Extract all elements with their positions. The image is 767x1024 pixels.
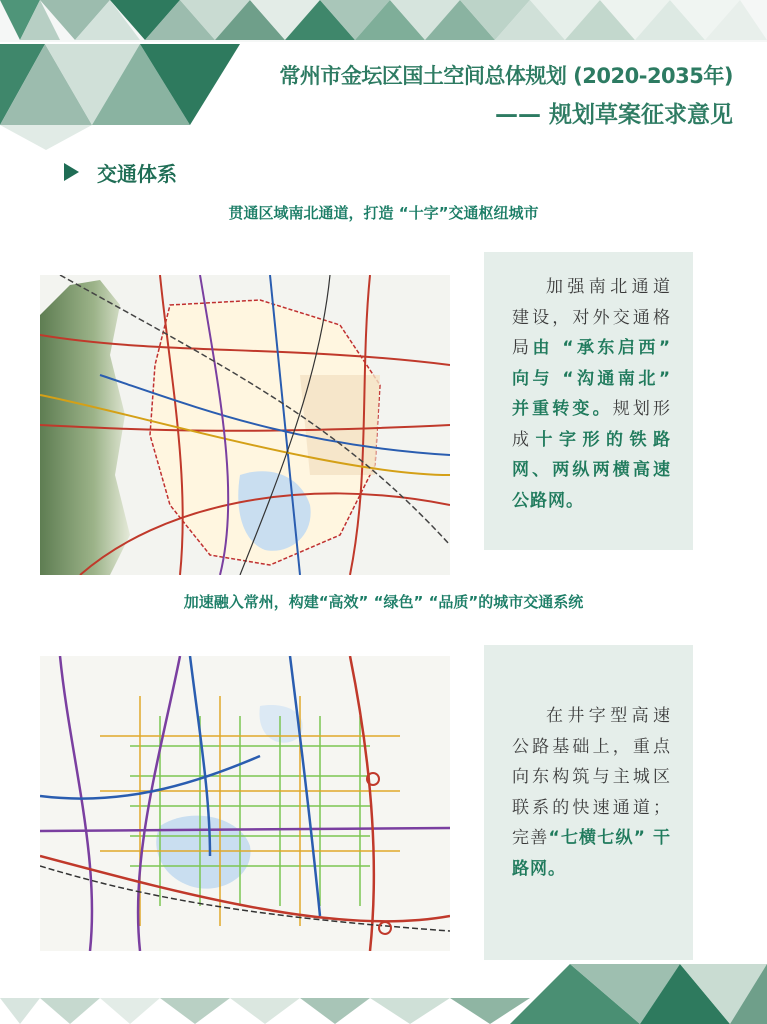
block1-text-part4: 十字形的铁路网、两纵两横高速公路网。 xyxy=(512,429,671,511)
regional-transport-map xyxy=(40,275,450,575)
block2-text-card xyxy=(484,645,693,960)
block2-subtitle: 加速融入常州，构建“高效” “绿色” “品质”的城市交通系统 xyxy=(183,593,584,611)
urban-road-network-map xyxy=(40,656,450,951)
block1-text-part3: 规划形成 xyxy=(512,399,672,450)
block1-text-part1: 加强南北通道建设，对外交通格局 xyxy=(512,277,671,358)
block1-subtitle: 贯通区域南北通道，打造 “十字”交通枢纽城市 xyxy=(228,204,539,222)
document-title: 常州市金坛区国土空间总体规划 (2020-2035年) xyxy=(279,64,733,88)
footer-triangle-decoration xyxy=(0,964,767,1024)
block1-text-part2: 由 “承东启西” 向与 “沟通南北” 并重转变。 xyxy=(512,338,672,419)
block2-text-part1: 在井字型高速公路基础上，重点向东构筑与主城区联系的快速通道；完善 xyxy=(512,706,671,848)
block1-text-card xyxy=(484,252,693,550)
block2-text-part2: “七横七纵” 干路网。 xyxy=(512,828,672,879)
section-bullet-icon xyxy=(64,163,79,181)
section-heading: 交通体系 xyxy=(97,162,177,186)
document-subtitle: —— 规划草案征求意见 xyxy=(494,102,733,128)
